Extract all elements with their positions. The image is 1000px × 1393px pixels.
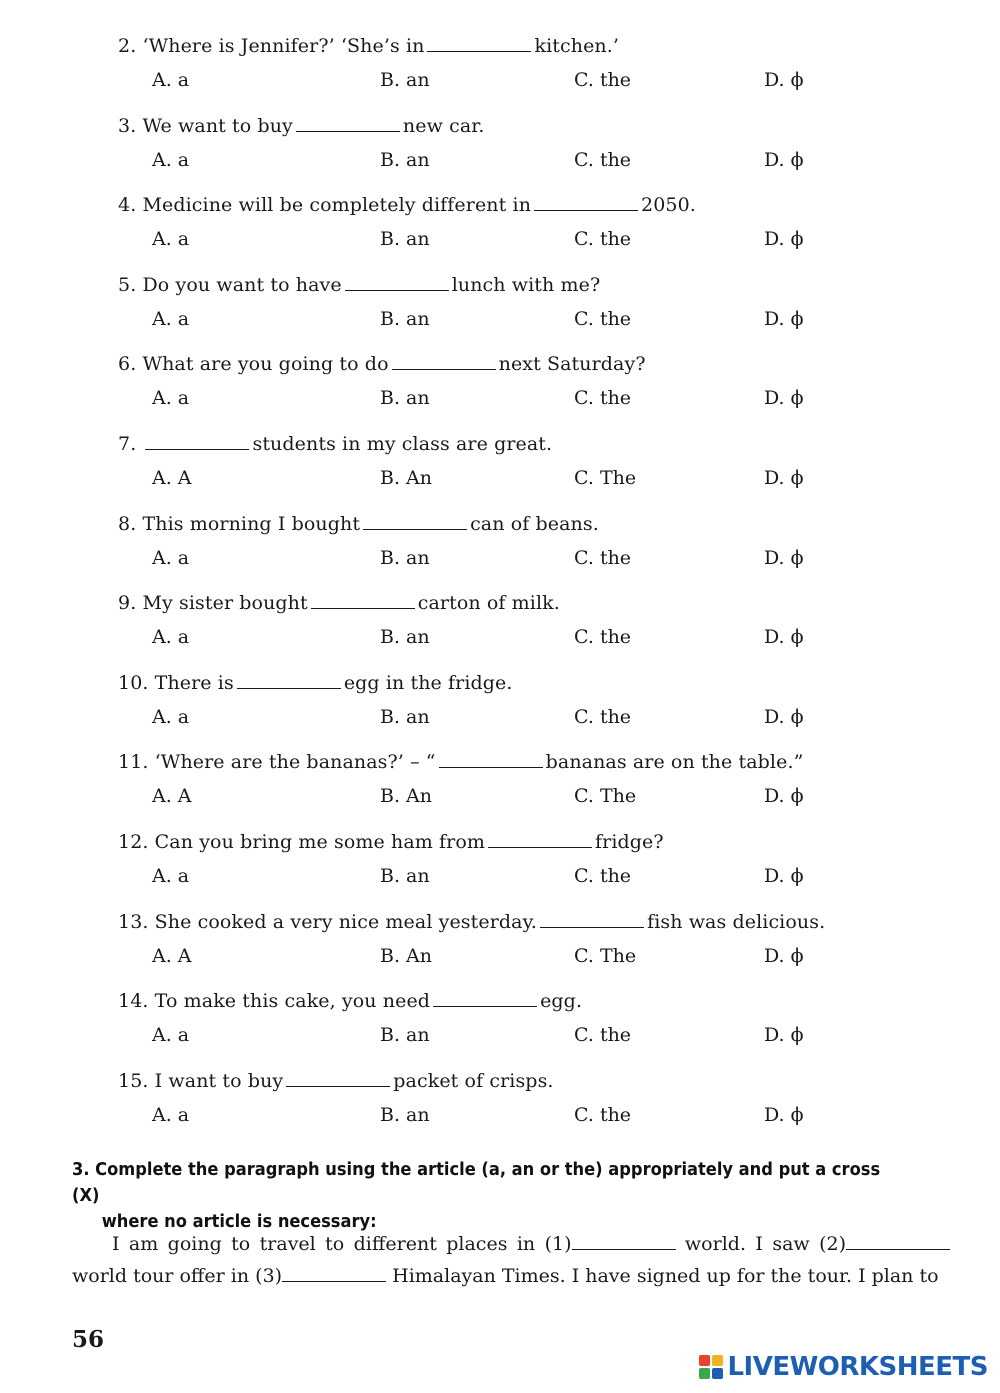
question-text-before: Medicine will be completely different in [142,194,532,216]
question-stem [118,432,552,456]
question-stem [118,671,513,695]
brand-footer [699,1352,988,1382]
question-number: 15. [118,1070,149,1092]
answer-blank[interactable] [433,990,537,1007]
question-number: 8. [118,513,137,535]
option-a[interactable]: A. a [152,69,190,91]
option-c[interactable]: C. the [574,547,632,569]
question-text-before: This morning I bought [142,513,361,535]
option-b[interactable]: B. an [380,547,430,569]
question-stem [118,591,560,615]
option-c[interactable]: C. the [574,69,632,91]
question-text-before: We want to buy [142,115,293,137]
question-text-after: carton of milk. [417,592,560,614]
liveworksheets-logo-icon [699,1355,723,1379]
option-d[interactable]: D. ϕ [764,945,804,967]
question-text-after: new car. [402,115,485,137]
option-c[interactable]: C. The [574,467,637,489]
question-text-after: can of beans. [470,513,599,535]
option-b[interactable]: B. An [380,785,432,807]
question-number: 14. [118,990,149,1012]
question-number: 10. [118,672,149,694]
question-text-after: fish was delicious. [647,911,826,933]
option-d[interactable]: D. ϕ [764,467,804,489]
question-item [118,114,878,184]
question-number: 4. [118,194,137,216]
option-c[interactable]: C. the [574,1024,632,1046]
option-c[interactable]: C. the [574,308,632,330]
question-text-after: packet of crisps. [393,1070,554,1092]
paragraph-text-3: world tour offer in (3) [72,1265,283,1287]
question-item [118,352,878,422]
option-b[interactable]: B. An [380,945,432,967]
question-text-after: kitchen.’ [534,35,620,57]
question-text-before: ‘Where is Jennifer?’ ‘She’s in [142,35,425,57]
question-stem [118,1069,554,1093]
option-c[interactable]: C. the [574,387,632,409]
question-item [118,193,878,263]
question-item [118,750,878,820]
question-text-after: egg. [540,990,583,1012]
question-stem [118,989,582,1013]
question-number: 11. [118,751,149,773]
option-c[interactable]: C. the [574,706,632,728]
answer-blank[interactable] [427,35,531,52]
option-a[interactable]: A. a [152,547,190,569]
answer-blank[interactable] [392,353,496,370]
question-text-before: To make this cake, you need [154,990,431,1012]
blank-2[interactable] [846,1233,950,1250]
question-item [118,1069,878,1139]
question-stem [118,830,664,854]
question-text-after: 2050. [641,194,696,216]
answer-blank[interactable] [311,592,415,609]
answer-blank[interactable] [540,911,644,928]
option-a[interactable]: A. a [152,1104,190,1126]
option-c[interactable]: C. the [574,865,632,887]
answer-blank[interactable] [488,831,592,848]
question-number: 9. [118,592,137,614]
answer-blank[interactable] [296,115,400,132]
question-text-before: Do you want to have [142,274,342,296]
option-b[interactable]: B. an [380,865,430,887]
option-a[interactable]: A. a [152,706,190,728]
blank-1[interactable] [572,1233,676,1250]
answer-blank[interactable] [286,1070,390,1087]
question-item [118,910,878,980]
option-d[interactable]: D. ϕ [764,228,804,250]
answer-blank[interactable] [345,274,449,291]
answer-blank[interactable] [145,433,249,450]
option-a[interactable]: A. a [152,387,190,409]
question-text-before: Can you bring me some ham from [154,831,486,853]
question-text-after: egg in the fridge. [343,672,513,694]
question-stem [118,273,600,297]
option-b[interactable]: B. An [380,467,432,489]
option-a[interactable]: A. a [152,865,190,887]
paragraph-text-4: Himalayan Times. I have signed up for the tour. I plan to [392,1265,939,1287]
logo-square-red [699,1355,710,1366]
question-stem [118,114,484,138]
question-text-before: What are you going to do [142,353,389,375]
option-d[interactable]: D. ϕ [764,1024,804,1046]
option-d[interactable]: D. ϕ [764,387,804,409]
option-c[interactable]: C. the [574,149,632,171]
question-number: 2. [118,35,137,57]
section-3-heading-line-2: where no article is necessary: [101,1212,377,1232]
option-d[interactable]: D. ϕ [764,547,804,569]
section-3-heading [72,1157,890,1235]
question-stem [118,512,599,536]
option-c[interactable]: C. the [574,626,632,648]
option-d[interactable]: D. ϕ [764,626,804,648]
option-b[interactable]: B. an [380,1104,430,1126]
question-item [118,830,878,900]
option-b[interactable]: B. an [380,69,430,91]
question-number: 12. [118,831,149,853]
question-item [118,34,878,104]
option-b[interactable]: B. an [380,149,430,171]
blank-3[interactable] [282,1265,386,1282]
question-text-after: bananas are on the table.” [545,751,804,773]
logo-square-yellow [712,1355,723,1366]
section-3-paragraph [72,1228,950,1292]
question-stem [118,352,646,376]
question-text-after: next Saturday? [498,353,646,375]
answer-blank[interactable] [439,751,543,768]
question-text-before: I want to buy [154,1070,284,1092]
question-number: 6. [118,353,137,375]
answer-blank[interactable] [363,513,467,530]
question-number: 3. [118,115,137,137]
logo-square-blue [712,1368,723,1379]
question-text-before: There is [154,672,234,694]
question-stem [118,34,619,58]
option-b[interactable]: B. an [380,706,430,728]
option-b[interactable]: B. an [380,387,430,409]
option-d[interactable]: D. ϕ [764,1104,804,1126]
option-d[interactable]: D. ϕ [764,69,804,91]
question-item [118,989,878,1059]
question-number: 5. [118,274,137,296]
question-stem [118,910,825,934]
option-a[interactable]: A. a [152,228,190,250]
option-d[interactable]: D. ϕ [764,149,804,171]
option-c[interactable]: C. the [574,1104,632,1126]
question-item [118,671,878,741]
option-a[interactable]: A. A [152,945,192,967]
page-number: 56 [72,1326,105,1353]
option-a[interactable]: A. a [152,626,190,648]
question-item [118,432,878,502]
option-d[interactable]: D. ϕ [764,706,804,728]
option-b[interactable]: B. an [380,308,430,330]
option-a[interactable]: A. a [152,1024,190,1046]
answer-blank[interactable] [534,194,638,211]
paragraph-text-1: I am going to travel to different places in (1) [112,1233,572,1255]
option-a[interactable]: A. A [152,785,192,807]
option-a[interactable]: A. A [152,467,192,489]
question-text-after: fridge? [595,831,664,853]
question-text-after: students in my class are great. [252,433,553,455]
question-item [118,591,878,661]
option-b[interactable]: B. an [380,1024,430,1046]
option-b[interactable]: B. an [380,626,430,648]
option-d[interactable]: D. ϕ [764,308,804,330]
paragraph-text-2: world. I saw (2) [684,1233,846,1255]
logo-square-green [699,1368,710,1379]
option-a[interactable]: A. a [152,308,190,330]
brand-name: LIVEWORKSHEETS [727,1352,988,1382]
option-d[interactable]: D. ϕ [764,865,804,887]
section-3-heading-line-1: 3. Complete the paragraph using the article (a, an or the) appropriately and put a cross (X) [72,1160,881,1206]
option-c[interactable]: C. the [574,228,632,250]
question-text-before: ‘Where are the bananas?’ – “ [154,751,436,773]
question-item [118,512,878,582]
option-c[interactable]: C. The [574,785,637,807]
question-stem [118,193,696,217]
question-text-before: She cooked a very nice meal yesterday. [154,911,538,933]
question-number: 7. [118,433,137,455]
question-number: 13. [118,911,149,933]
option-b[interactable]: B. an [380,228,430,250]
option-d[interactable]: D. ϕ [764,785,804,807]
question-stem [118,750,803,774]
option-c[interactable]: C. The [574,945,637,967]
question-text-before: My sister bought [142,592,308,614]
question-text-after: lunch with me? [451,274,601,296]
answer-blank[interactable] [237,672,341,689]
option-a[interactable]: A. a [152,149,190,171]
question-item [118,273,878,343]
